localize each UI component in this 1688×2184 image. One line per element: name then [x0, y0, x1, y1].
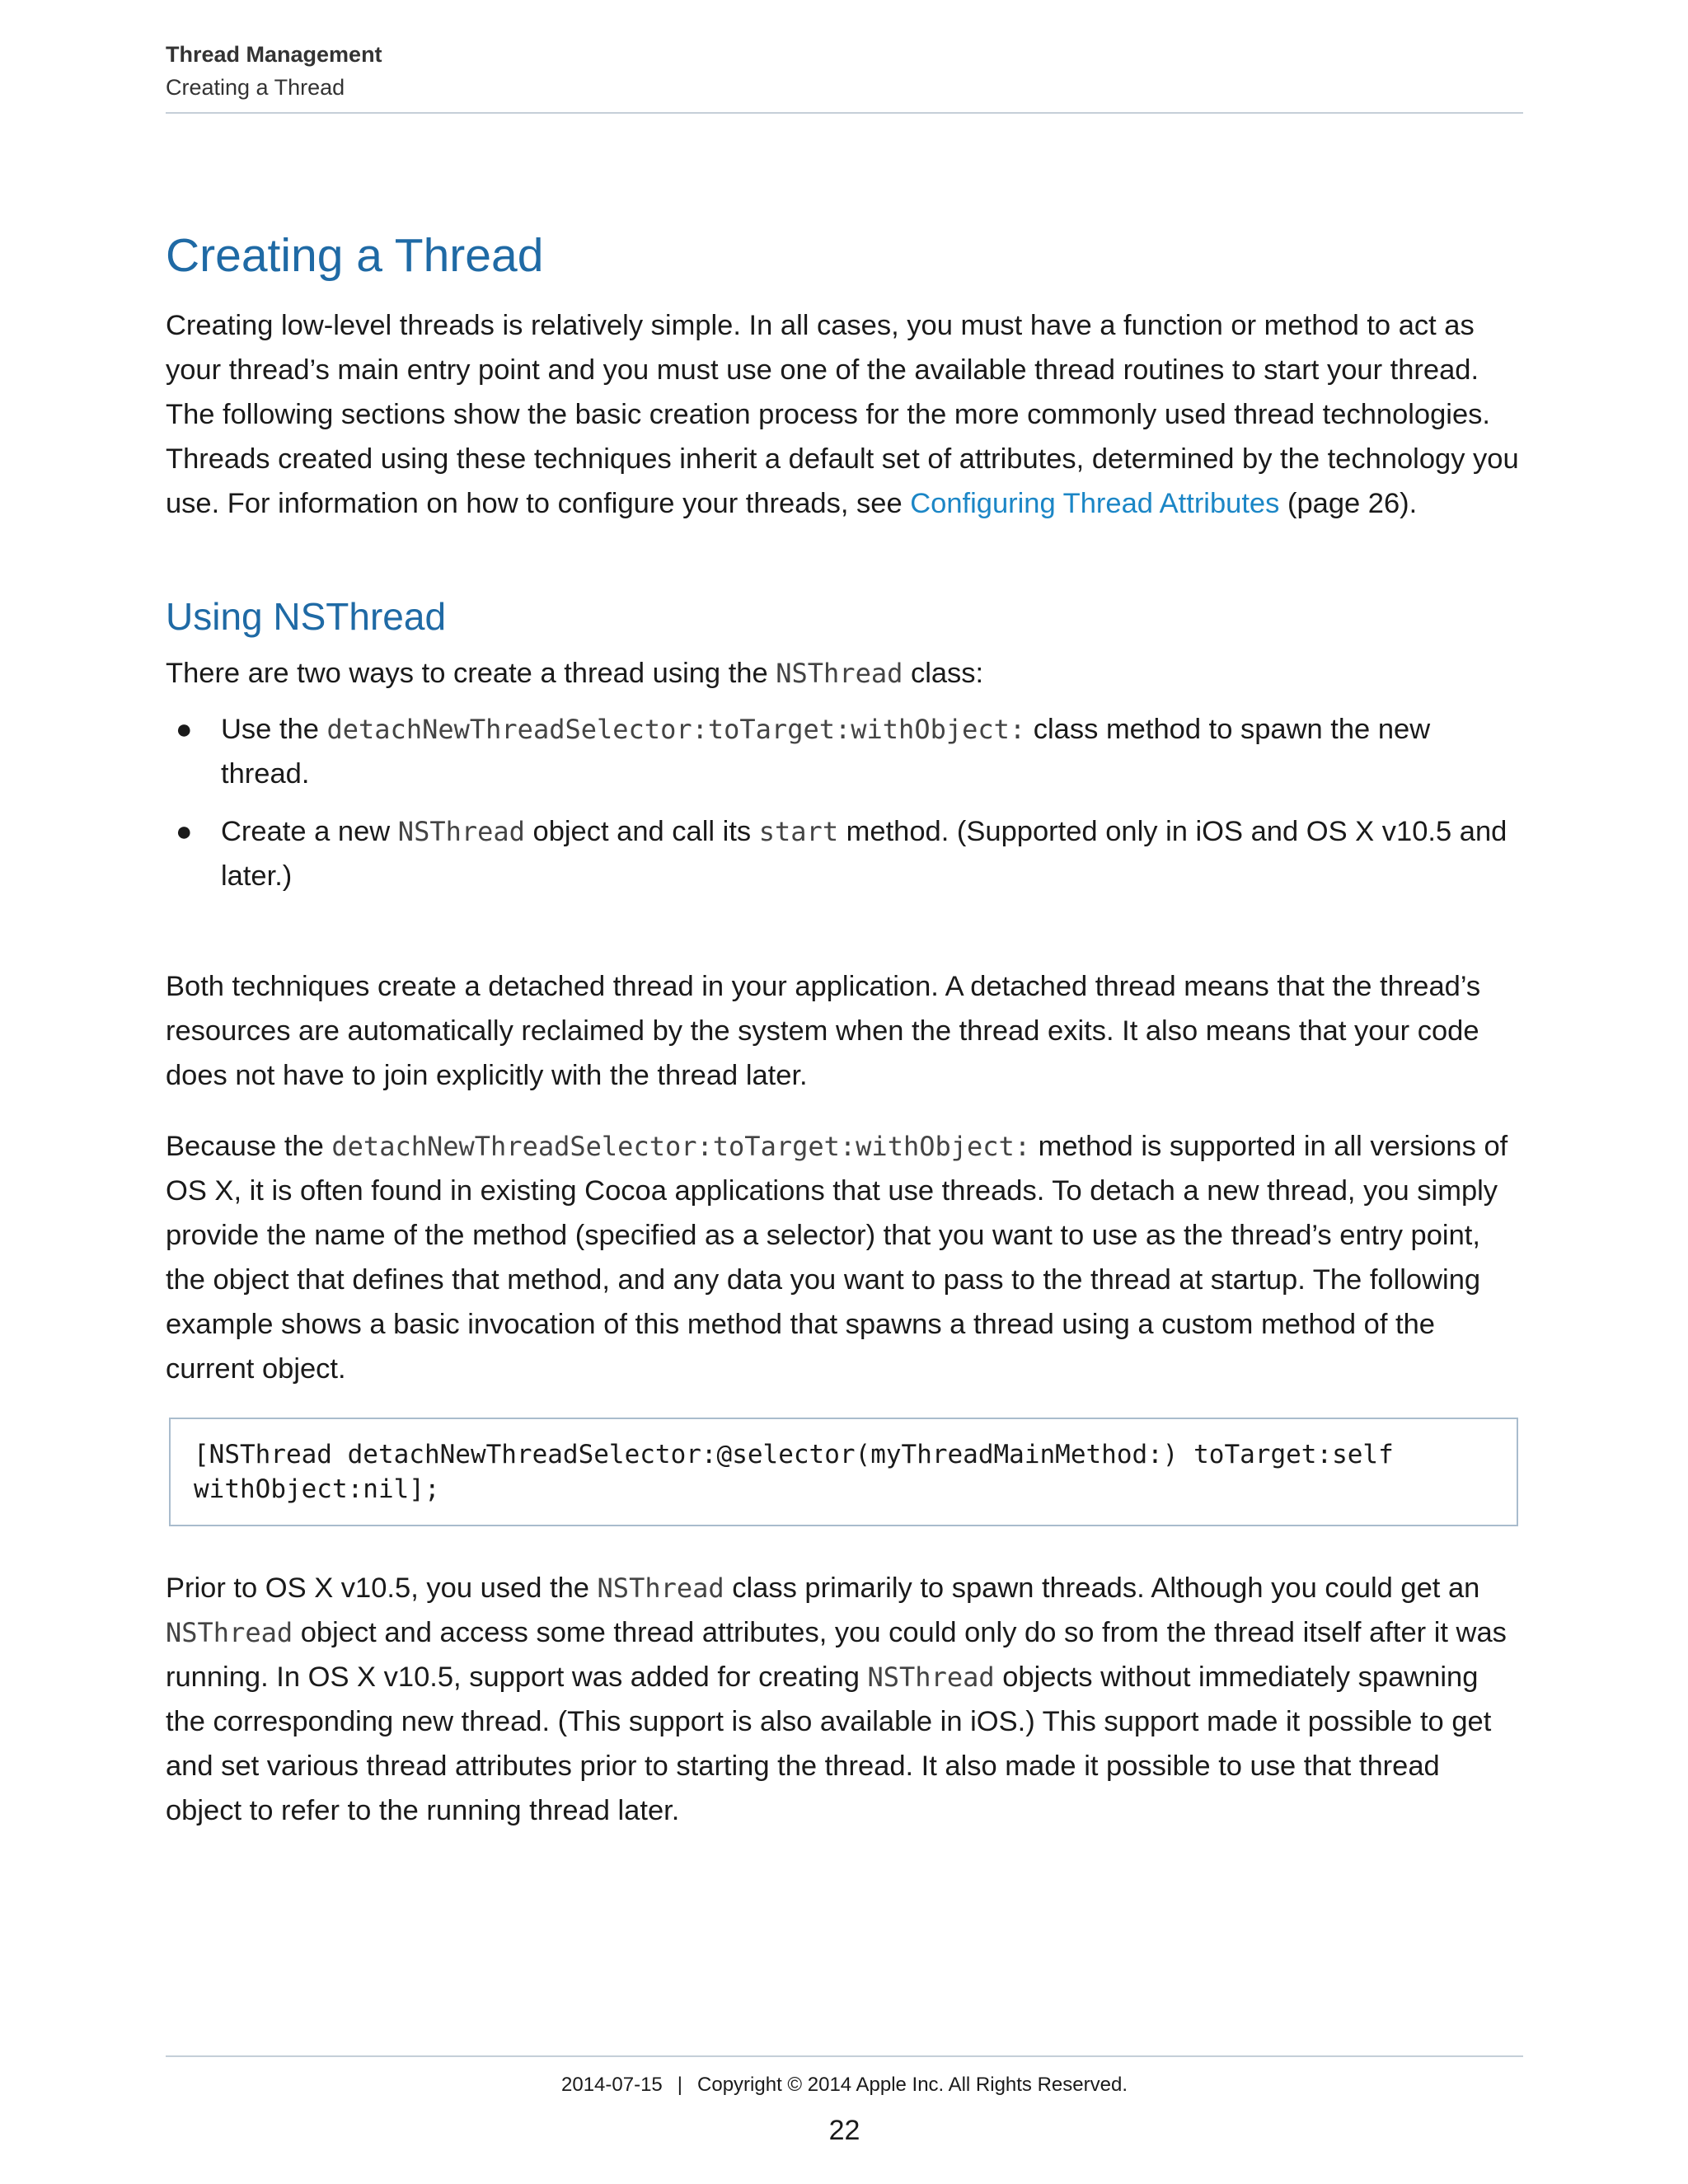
page-title: Creating a Thread	[166, 229, 544, 282]
list-item	[166, 707, 1523, 796]
bullet-code-start: start	[758, 816, 839, 847]
intro-text-end: (page 26).	[1279, 488, 1418, 519]
page-number: 22	[828, 2115, 860, 2146]
bullet-text-middle: object and call its	[524, 816, 759, 847]
nsthread-code: NSThread	[776, 658, 903, 689]
lead-text-end: class:	[903, 658, 984, 689]
configuring-thread-attributes-link[interactable]: Configuring Thread Attributes	[910, 488, 1280, 519]
subsection-title: Using NSThread	[166, 595, 447, 638]
lead-text: There are two ways to create a thread using the	[166, 658, 776, 689]
paragraph-text: Prior to OS X v10.5, you used the	[166, 1572, 598, 1604]
detach-method-code: detachNewThreadSelector:toTarget:withObject:	[331, 1131, 1031, 1162]
paragraph-text: Because the	[166, 1131, 332, 1162]
nsthread-code: NSThread	[867, 1661, 995, 1693]
nsthread-code: NSThread	[166, 1617, 293, 1648]
subsection-lead	[166, 651, 1523, 696]
paragraph-text: class primarily to spawn threads. Although you could get an	[724, 1572, 1480, 1604]
prior-versions-paragraph	[166, 1566, 1523, 1833]
footer-copyright: Copyright © 2014 Apple Inc. All Rights Reserved.	[697, 2074, 1128, 2096]
list-item	[166, 809, 1523, 898]
bullet-code: NSThread	[397, 816, 525, 847]
paragraph-text-end: method is supported in all versions of OS X, it is often found in existing Cocoa applications that use threads. To detach a new thread, you simply provide the name of the method (specified as a selector) that you want to use as the thread’s entry point, the object that defines that method, and any data you want to pass to the thread at startup. The following example shows a basic invocation of this method that spawns a thread using a custom method of the current object.	[166, 1131, 1508, 1385]
footer-separator: |	[677, 2074, 683, 2096]
bullet-text: Use the	[221, 714, 327, 745]
bullet-text: Create a new	[221, 816, 398, 847]
bullet-text-end: class method to spawn the new thread.	[221, 714, 1431, 790]
intro-paragraph	[166, 303, 1523, 526]
bullet-list	[166, 707, 1523, 898]
detach-method-paragraph	[166, 1124, 1523, 1391]
bullet-icon: ●	[176, 816, 193, 847]
page-footer	[166, 2055, 1523, 2151]
bullet-text-end: method. (Supported only in iOS and OS X v10.5 and later.)	[221, 816, 1507, 892]
footer-date: 2014-07-15	[561, 2074, 663, 2096]
nsthread-code: NSThread	[597, 1572, 724, 1604]
intro-text: Creating low-level threads is relatively simple. In all cases, you must have a function or method to act as your thread’s main entry point and you must use one of the available thread routines to start your thread. The following sections show the basic creation process for the more commonly used thread technologies. Threads created using these techniques inherit a default set of attributes, determined by the technology you use. For information on how to configure your threads, see	[166, 310, 1519, 519]
detached-thread-paragraph: Both techniques create a detached thread in your application. A detached thread means that the thread’s resources are automatically reclaimed by the system when the thread exits. It also means that your code does not have to join explicitly with the thread later.	[166, 971, 1481, 1091]
main-content	[166, 223, 1523, 1859]
code-listing: [NSThread detachNewThreadSelector:@selector(myThreadMainMethod:) toTarget:self withObject:nil];	[169, 1418, 1518, 1526]
bullet-code: detachNewThreadSelector:toTarget:withObject:	[326, 714, 1026, 745]
header-section-title: Creating a Thread	[166, 75, 345, 100]
paragraph-text: object and access some thread attributes, you could only do so from the thread itself after it was running. In OS X v10.5, support was added for creating	[166, 1617, 1507, 1693]
running-header	[166, 38, 1523, 114]
bullet-icon: ●	[176, 714, 193, 745]
footer-copyright-line	[166, 2069, 1523, 2102]
header-chapter-title: Thread Management	[166, 42, 382, 67]
paragraph-text: objects without immediately spawning the corresponding new thread. (This support is also available in iOS.) This support made it possible to get and set various thread attributes prior to starting the thread. It also made it possible to use that thread object to refer to the running thread later.	[166, 1661, 1492, 1826]
